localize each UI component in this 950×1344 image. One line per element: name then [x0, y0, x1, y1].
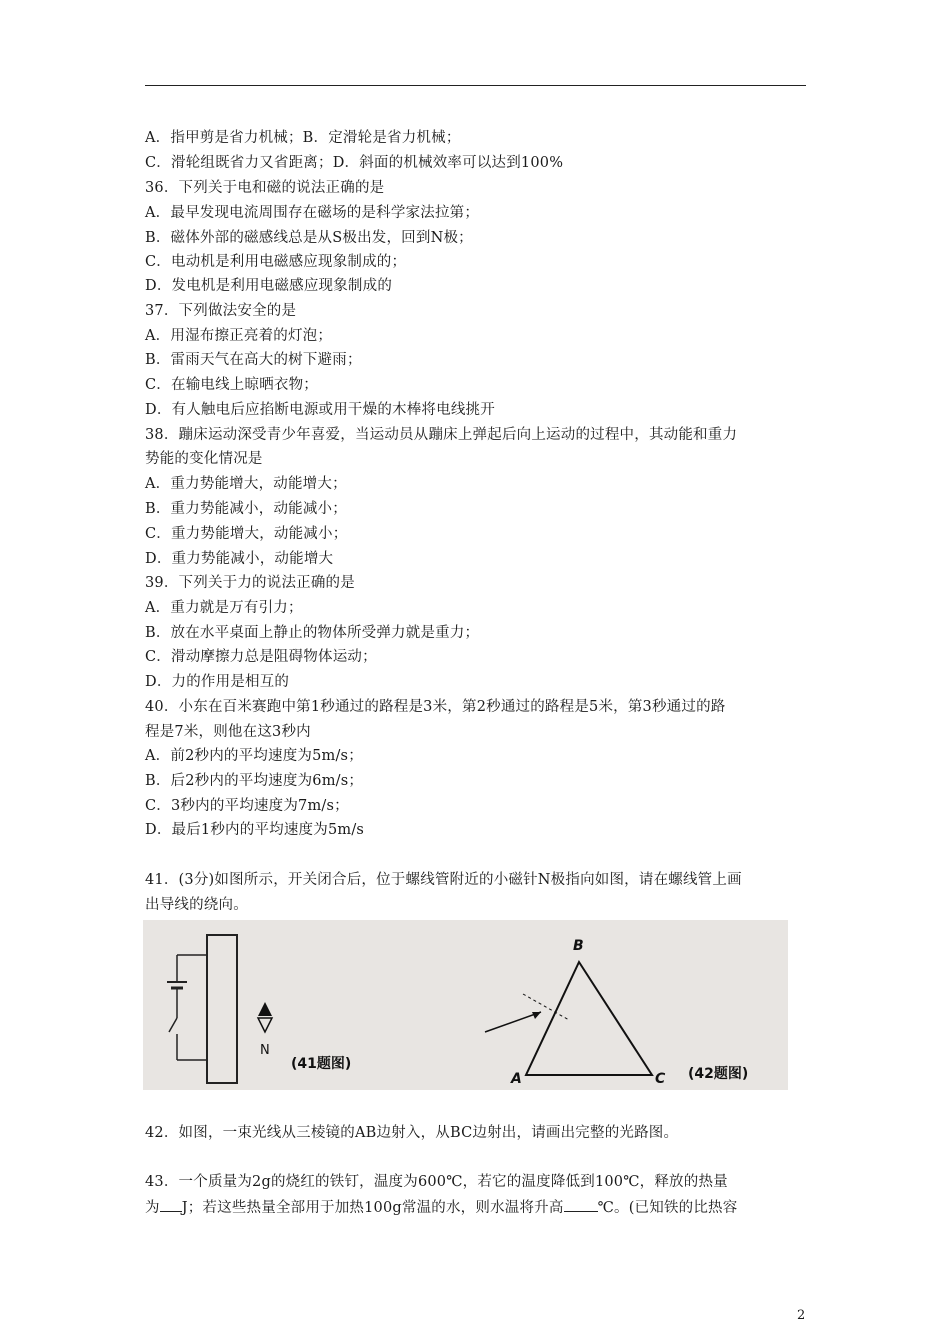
figure-41-42 [143, 920, 788, 1090]
question-37: 37．下列做法安全的是 [145, 303, 297, 319]
q43-text-c: ℃。(已知铁的比热容 [597, 1200, 738, 1216]
option-b: B．放在水平桌面上静止的物体所受弹力就是重力； [145, 625, 480, 641]
option-d: D．有人触电后应掐断电源或用干燥的木棒将电线挑开 [145, 402, 495, 418]
option-d: D．最后1秒内的平均速度为5m/s [145, 822, 365, 838]
option-c: C．重力势能增大，动能减小； [145, 526, 348, 542]
text-line: A．指甲剪是省力机械；B．定滑轮是省力机械； [145, 130, 461, 146]
q43-text-a: 为 [145, 1200, 160, 1216]
question-41-cont: 出导线的绕向。 [145, 897, 248, 913]
option-d: D．发电机是利用电磁感应现象制成的 [145, 278, 393, 294]
option-d: D．重力势能减小，动能增大 [145, 551, 334, 567]
switch-blade [169, 1018, 177, 1032]
question-41: 41．(3分)如图所示，开关闭合后，位于螺线管附近的小磁针N极指向如图，请在螺线管上画 [145, 872, 742, 888]
option-a: A．用湿布擦正亮着的灯泡； [145, 328, 333, 344]
vertex-a-label: A [511, 1071, 522, 1087]
option-b: B．雷雨天气在高大的树下避雨； [145, 352, 362, 368]
q43-text-b: J；若这些热量全部用于加热100g常温的水，则水温将升高 [181, 1200, 564, 1216]
question-43: 43．一个质量为2g的烧红的铁钉，温度为600℃，若它的温度降低到100℃，释放的热量 [145, 1174, 728, 1190]
vertex-b-label: B [573, 938, 584, 954]
answer-blank-1[interactable] [160, 1197, 182, 1212]
caption-42: (42题图) [688, 1066, 749, 1082]
needle-north-icon [258, 1002, 272, 1016]
answer-blank-2[interactable] [564, 1197, 598, 1212]
option-a: A．重力势能增大，动能增大； [145, 476, 347, 492]
option-c: C．滑动摩擦力总是阻碍物体运动； [145, 649, 377, 665]
question-36: 36．下列关于电和磁的说法正确的是 [145, 180, 385, 196]
question-38: 38．蹦床运动深受青少年喜爱，当运动员从蹦床上弹起后向上运动的过程中，其动能和重力 [145, 427, 738, 443]
option-c: C．电动机是利用电磁感应现象制成的； [145, 254, 407, 270]
solenoid-core [207, 935, 237, 1083]
prism-triangle [526, 962, 652, 1075]
incident-ray [485, 1012, 541, 1032]
option-a: A．前2秒内的平均速度为5m/s； [145, 748, 363, 764]
vertex-c-label: C [655, 1071, 666, 1087]
question-40: 40．小东在百米赛跑中第1秒通过的路程是3米，第2秒通过的路程是5米，第3秒通过的路 [145, 699, 726, 715]
option-a: A．重力就是万有引力； [145, 600, 303, 616]
caption-41: (41题图) [291, 1056, 352, 1072]
page-number: 2 [797, 1308, 806, 1323]
needle-south-icon [258, 1018, 272, 1032]
figure-svg [143, 920, 788, 1090]
question-40-cont: 程是7米，则他在这3秒内 [145, 724, 311, 740]
option-c: C．3秒内的平均速度为7m/s； [145, 798, 349, 814]
option-c: C．在输电线上晾晒衣物； [145, 377, 318, 393]
question-38-cont: 势能的变化情况是 [145, 451, 263, 467]
option-b: B．重力势能减小，动能减小； [145, 501, 347, 517]
option-d: D．力的作用是相互的 [145, 674, 290, 690]
question-43-cont [145, 1197, 737, 1218]
needle-label: N [260, 1043, 270, 1058]
question-39: 39．下列关于力的说法正确的是 [145, 575, 355, 591]
text-line: C．滑轮组既省力又省距离；D．斜面的机械效率可以达到100% [145, 155, 564, 171]
option-a: A．最早发现电流周围存在磁场的是科学家法拉第； [145, 205, 480, 221]
option-b: B．后2秒内的平均速度为6m/s； [145, 773, 364, 789]
option-b: B．磁体外部的磁感线总是从S极出发，回到N极； [145, 230, 473, 246]
header-rule [145, 85, 806, 86]
question-42: 42．如图，一束光线从三棱镜的AB边射入，从BC边射出，请画出完整的光路图。 [145, 1125, 679, 1141]
